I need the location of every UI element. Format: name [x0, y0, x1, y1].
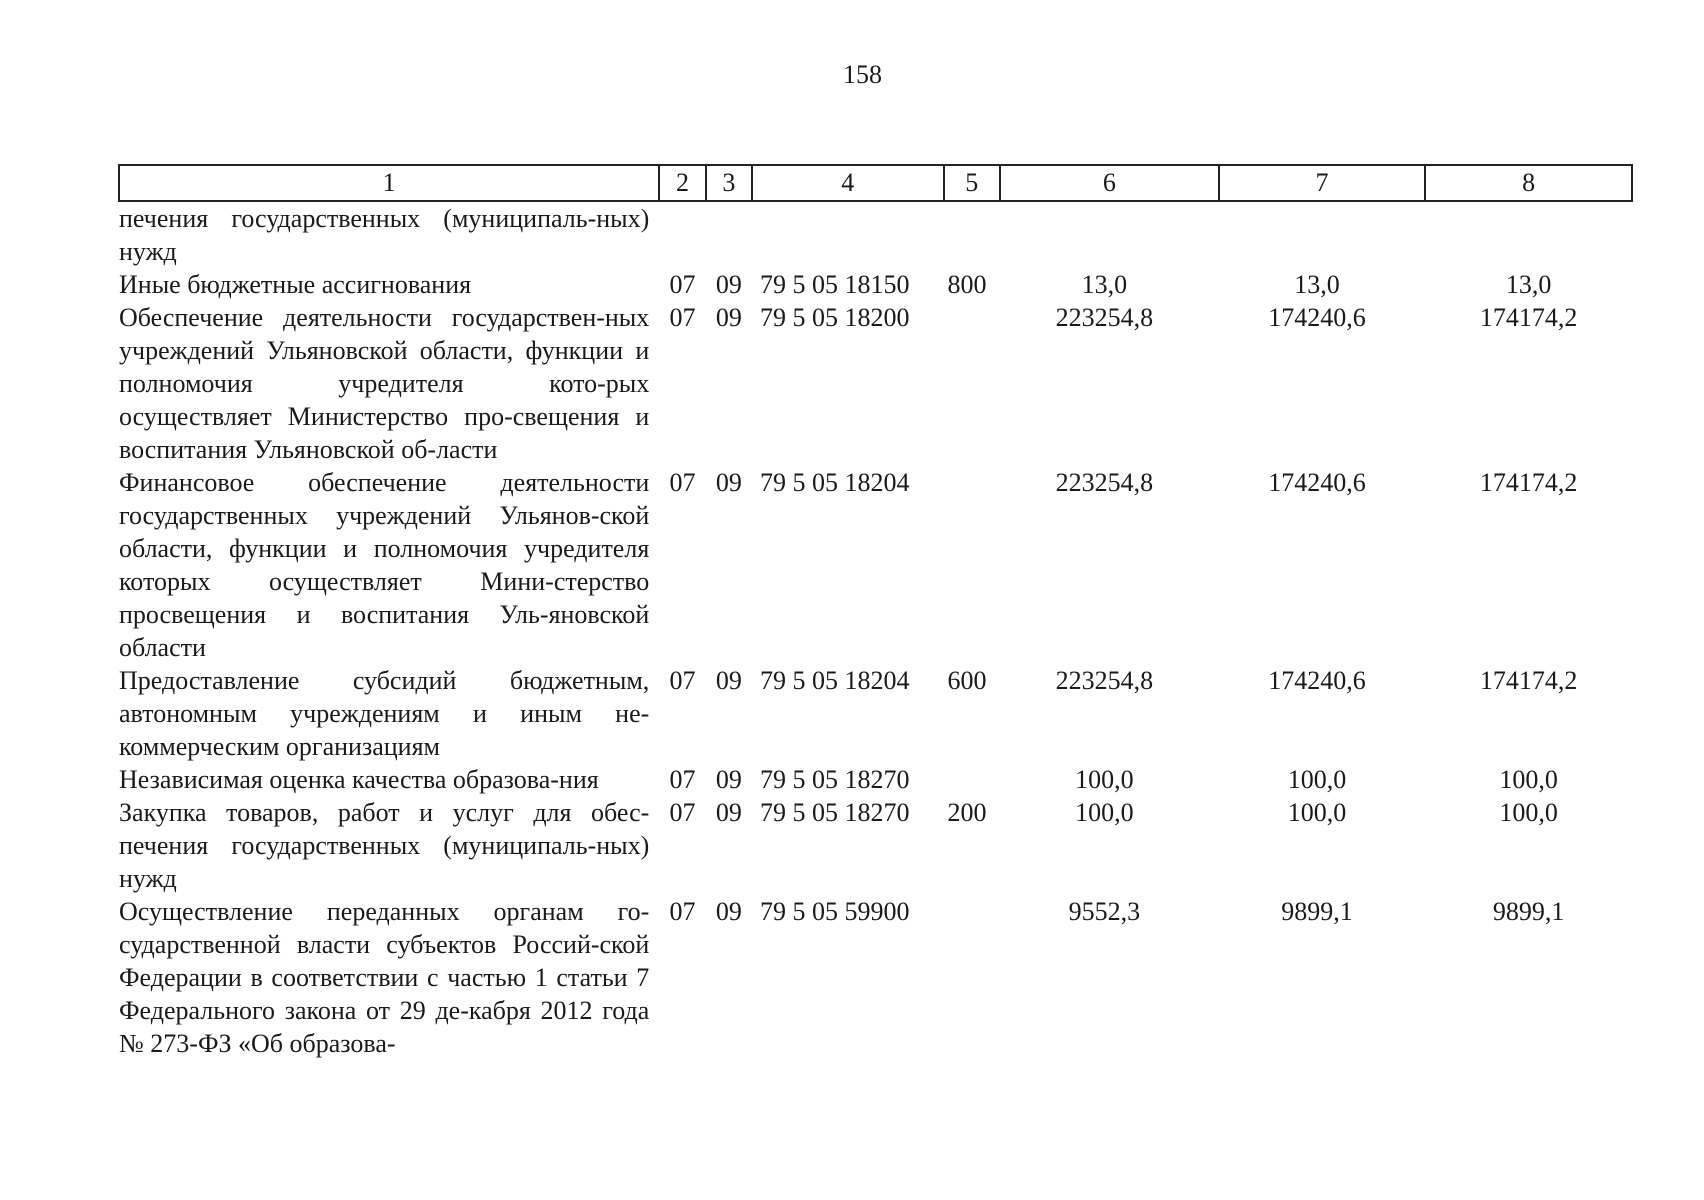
row-section — [659, 201, 705, 268]
row-sum-8: 174174,2 — [1479, 468, 1578, 497]
row-target: 79 5 05 18150 — [760, 270, 910, 299]
header-col-1: 1 — [119, 165, 659, 201]
row-expense-type: 200 — [947, 798, 987, 827]
row-sum-7: 174240,6 — [1268, 303, 1366, 332]
table-row — [119, 268, 1632, 301]
table-header — [119, 165, 1632, 201]
row-sum-8: 13,0 — [1505, 270, 1552, 299]
header-col-3: 3 — [706, 165, 752, 201]
row-sum-6: 100,0 — [1075, 798, 1134, 827]
row-section: 07 — [669, 270, 696, 299]
row-sum-6 — [1000, 201, 1219, 268]
table-row — [119, 895, 1632, 1060]
budget-table — [118, 164, 1633, 1060]
row-subsection: 09 — [715, 765, 742, 794]
row-expense-type — [944, 201, 1000, 268]
row-section: 07 — [669, 798, 696, 827]
row-name: Иные бюджетные ассигнования — [119, 270, 472, 299]
row-section: 07 — [669, 303, 696, 332]
row-sum-6: 223254,8 — [1055, 303, 1154, 332]
header-col-6: 6 — [1000, 165, 1219, 201]
row-target: 79 5 05 18200 — [760, 303, 910, 332]
header-col-5: 5 — [944, 165, 1000, 201]
row-sum-6: 100,0 — [1075, 765, 1134, 794]
header-col-4: 4 — [752, 165, 944, 201]
row-name: Обеспечение деятельности государствен-ных учреждений Ульяновской области, функции и полномочия учредителя кото-рых осуществляет Министерство про-свещения и воспитания Ульяновской об-ласти — [119, 303, 650, 464]
row-name: печения государственных (муниципаль-ных) нужд — [119, 204, 650, 266]
row-target: 79 5 05 18204 — [760, 468, 910, 497]
row-target — [752, 201, 944, 268]
page-number: 158 — [843, 60, 882, 89]
row-sum-8 — [1425, 201, 1632, 268]
row-sum-8: 100,0 — [1499, 798, 1558, 827]
row-sum-6: 223254,8 — [1055, 666, 1154, 695]
table-row — [119, 664, 1632, 763]
row-name: Закупка товаров, работ и услуг для обес-печения государственных (муниципаль-ных) нужд — [119, 798, 650, 893]
row-sum-8: 174174,2 — [1479, 666, 1578, 695]
table-row — [119, 201, 1632, 268]
row-subsection: 09 — [715, 897, 742, 926]
row-target: 79 5 05 18270 — [760, 765, 910, 794]
row-name: Осуществление переданных органам го-сударственной власти субъектов Россий-ской Федерации в соответствии с частью 1 статьи 7 Федерального закона от 29 де-кабря 2012 года № 273-ФЗ «Об образова- — [119, 897, 650, 1058]
header-col-8: 8 — [1425, 165, 1632, 201]
row-target: 79 5 05 59900 — [760, 897, 910, 926]
row-sum-7: 9899,1 — [1281, 897, 1353, 926]
row-expense-type — [944, 301, 1000, 466]
row-subsection: 09 — [715, 798, 742, 827]
row-subsection: 09 — [715, 666, 742, 695]
header-row — [119, 165, 1632, 201]
row-section: 07 — [669, 666, 696, 695]
header-col-2: 2 — [659, 165, 705, 201]
row-sum-7: 100,0 — [1287, 798, 1347, 827]
row-subsection: 09 — [715, 270, 742, 299]
row-name: Финансовое обеспечение деятельности государственных учреждений Ульянов-ской области, функции и полномочия учредителя которых осуществляет Мини-стерство просвещения и воспитания Уль-яновской области — [119, 468, 650, 662]
row-section: 07 — [669, 468, 696, 497]
row-expense-type: 600 — [947, 666, 987, 695]
row-target: 79 5 05 18270 — [760, 798, 910, 827]
header-col-7: 7 — [1219, 165, 1426, 201]
row-sum-7: 100,0 — [1287, 765, 1347, 794]
row-target: 79 5 05 18204 — [760, 666, 910, 695]
row-sum-6: 223254,8 — [1055, 468, 1154, 497]
table-row — [119, 796, 1632, 895]
row-sum-8: 174174,2 — [1479, 303, 1578, 332]
row-expense-type — [944, 466, 1000, 664]
row-expense-type — [944, 895, 1000, 1060]
table-body — [119, 201, 1632, 1060]
row-subsection: 09 — [715, 303, 742, 332]
row-sum-8: 100,0 — [1499, 765, 1558, 794]
table-row — [119, 763, 1632, 796]
row-section: 07 — [669, 765, 696, 794]
row-sum-7: 174240,6 — [1268, 666, 1366, 695]
row-subsection: 09 — [715, 468, 742, 497]
table-row — [119, 301, 1632, 466]
row-expense-type: 800 — [947, 270, 987, 299]
row-sum-7: 174240,6 — [1268, 468, 1366, 497]
row-name: Независимая оценка качества образова-ния — [119, 765, 599, 794]
row-name: Предоставление субсидий бюджетным, автономным учреждениям и иным не-коммерческим организациям — [119, 666, 650, 761]
row-expense-type — [944, 763, 1000, 796]
row-sum-8: 9899,1 — [1492, 897, 1565, 926]
row-sum-6: 9552,3 — [1068, 897, 1141, 926]
row-sum-7 — [1219, 201, 1426, 268]
row-sum-7: 13,0 — [1294, 270, 1340, 299]
row-section: 07 — [669, 897, 696, 926]
row-subsection — [706, 201, 752, 268]
row-sum-6: 13,0 — [1081, 270, 1128, 299]
table-row — [119, 466, 1632, 664]
